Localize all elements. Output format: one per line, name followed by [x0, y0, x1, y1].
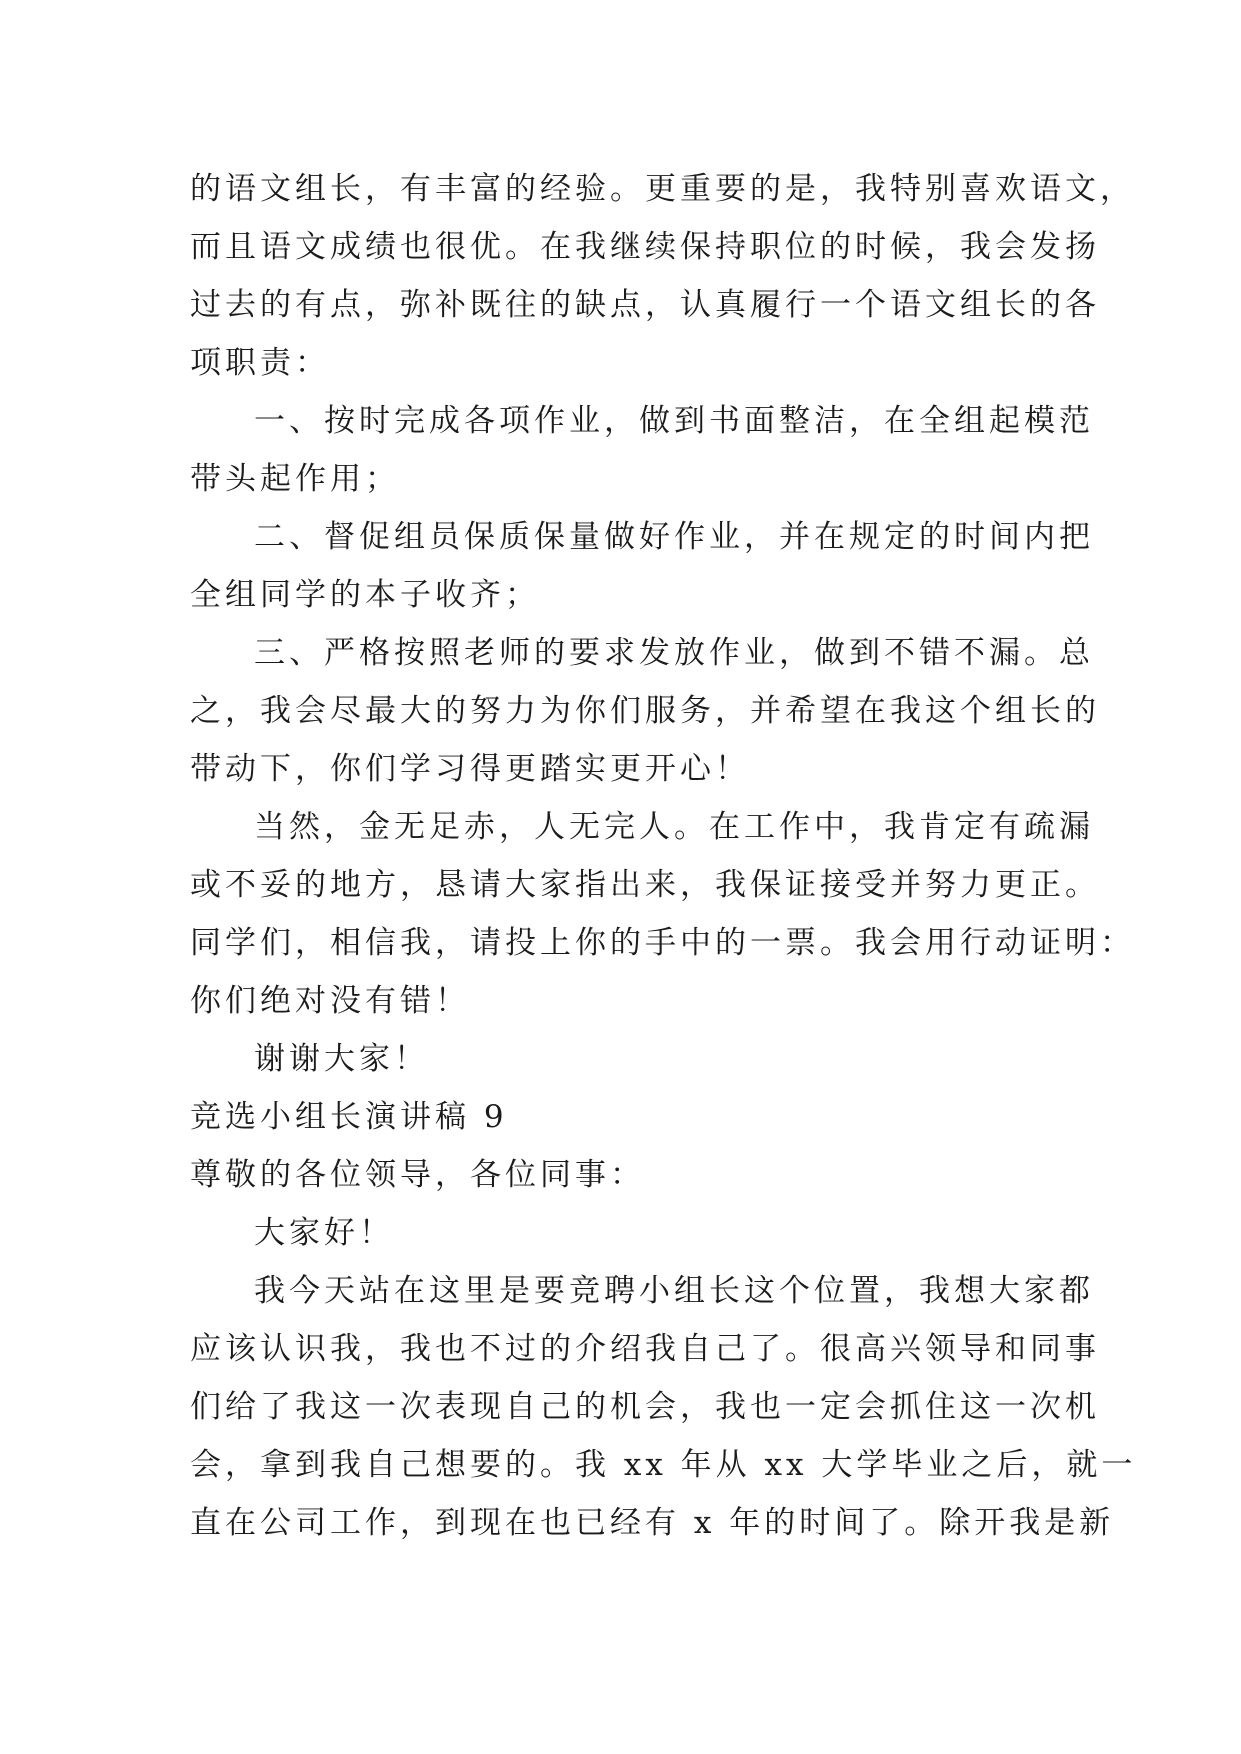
text-line: 的语文组长，有丰富的经验。更重要的是，我特别喜欢语文， [190, 171, 1135, 207]
text-line: 二、督促组员保质保量做好作业，并在规定的时间内把 [254, 519, 1094, 555]
text-line: 项职责： [190, 345, 330, 381]
text-line: 之，我会尽最大的努力为你们服务，并希望在我这个组长的 [190, 693, 1100, 729]
text-line: 带动下，你们学习得更踏实更开心！ [190, 751, 750, 787]
text-line: 同学们，相信我，请投上你的手中的一票。我会用行动证明： [190, 925, 1135, 961]
text-line: 全组同学的本子收齐； [190, 577, 540, 613]
text-line: 们给了我这一次表现自己的机会，我也一定会抓住这一次机 [190, 1389, 1100, 1425]
text-line: 或不妥的地方，恳请大家指出来，我保证接受并努力更正。 [190, 867, 1100, 903]
text-line: 三、严格按照老师的要求发放作业，做到不错不漏。总 [254, 635, 1094, 671]
document-body [190, 160, 1137, 1552]
section-title: 竞选小组长演讲稿 9 [190, 1099, 508, 1135]
text-line: 一、按时完成各项作业，做到书面整洁，在全组起模范 [254, 403, 1094, 439]
text-line: 带头起作用； [190, 461, 400, 497]
text-line: 而且语文成绩也很优。在我继续保持职位的时候，我会发扬 [190, 229, 1100, 265]
text-line: 当然，金无足赤，人无完人。在工作中，我肯定有疏漏 [254, 809, 1094, 845]
text-line: 我今天站在这里是要竞聘小组长这个位置，我想大家都 [254, 1273, 1094, 1309]
text-line: 应该认识我，我也不过的介绍我自己了。很高兴领导和同事 [190, 1331, 1100, 1367]
text-line: 会，拿到我自己想要的。我 xx 年从 xx 大学毕业之后，就一 [190, 1447, 1137, 1483]
text-line: 过去的有点，弥补既往的缺点，认真履行一个语文组长的各 [190, 287, 1100, 323]
text-line: 你们绝对没有错！ [190, 983, 470, 1019]
text-line: 谢谢大家！ [254, 1041, 429, 1077]
salutation: 尊敬的各位领导，各位同事： [190, 1157, 645, 1193]
text-line: 直在公司工作，到现在也已经有 x 年的时间了。除开我是新 [190, 1505, 1115, 1541]
text-line: 大家好！ [254, 1215, 394, 1251]
